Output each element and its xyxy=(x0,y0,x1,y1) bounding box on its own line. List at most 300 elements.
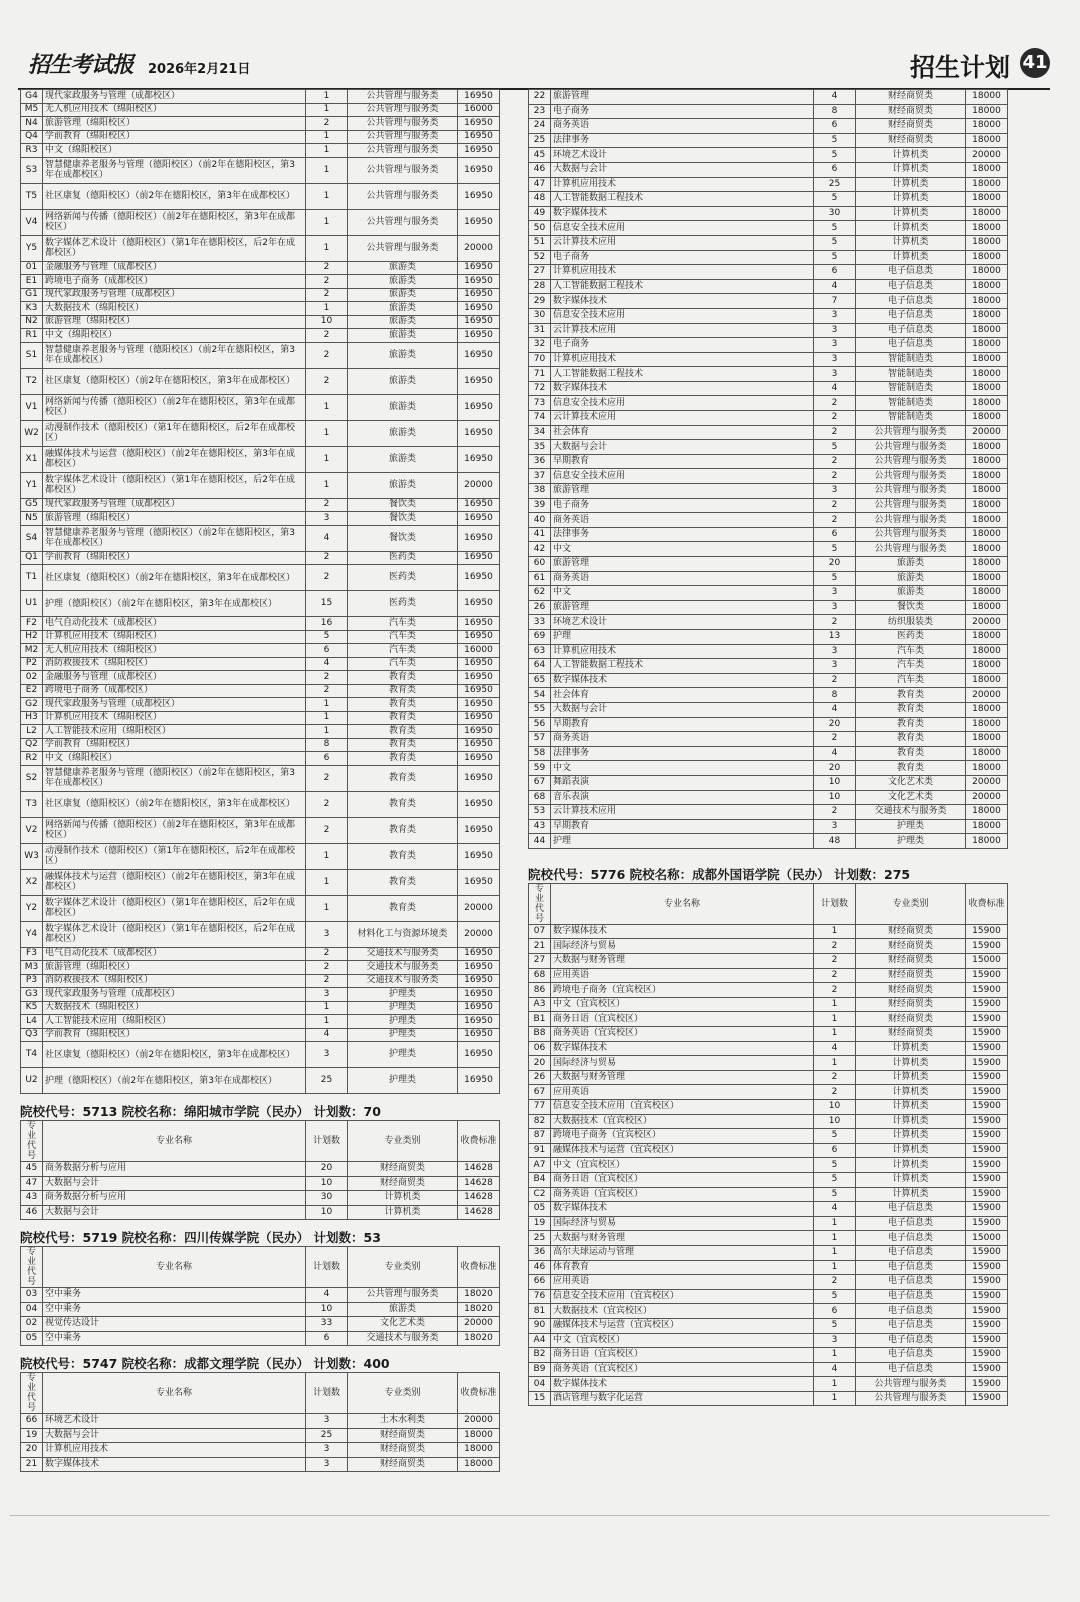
major-category: 电子信息类 xyxy=(856,1362,966,1377)
major-category: 智能制造类 xyxy=(856,367,966,382)
major-code: 57 xyxy=(529,732,551,747)
major-name: 社会体育 xyxy=(551,425,814,440)
tuition-fee: 14628 xyxy=(458,1176,500,1191)
tuition-fee: 16950 xyxy=(458,209,500,235)
major-category: 旅游类 xyxy=(348,420,458,446)
major-code: U2 xyxy=(21,1068,43,1094)
major-name: 社区康复（德阳校区）（前2年在德阳校区，第3年在成都校区） xyxy=(43,183,306,209)
major-name: 数字媒体技术 xyxy=(551,294,814,309)
major-code: 30 xyxy=(529,308,551,323)
plan-count: 2 xyxy=(306,288,348,302)
table-row xyxy=(21,103,500,117)
plan-count: 5 xyxy=(814,133,856,148)
plan-count: 4 xyxy=(814,746,856,761)
major-code: 56 xyxy=(529,717,551,732)
major-code: 27 xyxy=(529,265,551,280)
plan-count: 1 xyxy=(814,1245,856,1260)
enrollment-table xyxy=(20,1120,500,1220)
table-row xyxy=(529,557,1008,572)
plan-count: 1 xyxy=(306,1001,348,1015)
tuition-fee: 16950 xyxy=(458,765,500,791)
plan-count: 1 xyxy=(306,394,348,420)
major-code: N2 xyxy=(21,315,43,329)
table-row xyxy=(529,805,1008,820)
major-code: 15 xyxy=(529,1391,551,1406)
major-name: 消防救援技术（绵阳校区） xyxy=(43,974,306,988)
major-name: 中文（绵阳校区） xyxy=(43,144,306,158)
major-code: 71 xyxy=(529,367,551,382)
major-name: 商务英语 xyxy=(551,513,814,528)
plan-count: 1 xyxy=(306,144,348,158)
major-name: 商务数据分析与应用 xyxy=(43,1162,306,1177)
major-name: 信息安全技术应用 xyxy=(551,221,814,236)
tuition-fee: 18000 xyxy=(966,702,1008,717)
major-code: 02 xyxy=(21,1317,43,1332)
table-row xyxy=(529,338,1008,353)
major-code: 01 xyxy=(21,261,43,275)
major-category: 交通技术与服务类 xyxy=(348,961,458,975)
table-row xyxy=(21,368,500,394)
major-name: 金融服务与管理（成都校区） xyxy=(43,671,306,685)
plan-count: 6 xyxy=(814,119,856,134)
major-category: 旅游类 xyxy=(348,368,458,394)
plan-count: 1 xyxy=(306,209,348,235)
plan-count: 7 xyxy=(814,294,856,309)
plan-count: 1 xyxy=(306,90,348,104)
plan-count: 20 xyxy=(814,717,856,732)
major-category: 旅游类 xyxy=(348,315,458,329)
major-name: 大数据技术（绵阳校区） xyxy=(43,302,306,316)
plan-count: 10 xyxy=(814,790,856,805)
table-row xyxy=(529,834,1008,849)
table-row xyxy=(529,308,1008,323)
plan-count: 1 xyxy=(306,843,348,869)
tuition-fee: 15900 xyxy=(966,1070,1008,1085)
tuition-fee: 20000 xyxy=(966,790,1008,805)
major-code: 28 xyxy=(529,279,551,294)
table-row xyxy=(529,659,1008,674)
tuition-fee: 15900 xyxy=(966,1275,1008,1290)
major-category: 旅游类 xyxy=(856,557,966,572)
tuition-fee: 18000 xyxy=(966,746,1008,761)
major-code: 66 xyxy=(21,1414,43,1429)
plan-count: 5 xyxy=(814,1289,856,1304)
major-code: N5 xyxy=(21,512,43,526)
major-category: 旅游类 xyxy=(348,342,458,368)
tuition-fee: 18000 xyxy=(966,104,1008,119)
major-code: 62 xyxy=(529,586,551,601)
tuition-fee: 16950 xyxy=(458,698,500,712)
plan-count: 5 xyxy=(814,1187,856,1202)
major-code: 39 xyxy=(529,498,551,513)
tuition-fee: 16950 xyxy=(458,671,500,685)
major-code: 22 xyxy=(529,90,551,105)
page-header xyxy=(18,44,1050,90)
major-code: 58 xyxy=(529,746,551,761)
table-row xyxy=(529,279,1008,294)
major-code: 70 xyxy=(529,352,551,367)
plan-count: 2 xyxy=(306,329,348,343)
plan-count: 2 xyxy=(306,791,348,817)
plan-count: 1 xyxy=(306,895,348,921)
major-name: 大数据与会计 xyxy=(43,1205,306,1220)
major-name: 法律事务 xyxy=(551,746,814,761)
plan-count: 3 xyxy=(306,1457,348,1472)
plan-count: 1 xyxy=(306,725,348,739)
plan-count: 6 xyxy=(306,1331,348,1346)
tuition-fee: 18000 xyxy=(966,396,1008,411)
major-category: 电子信息类 xyxy=(856,1318,966,1333)
plan-count: 1 xyxy=(306,472,348,498)
major-code: Y5 xyxy=(21,235,43,261)
plan-count: 2 xyxy=(814,513,856,528)
major-code: B4 xyxy=(529,1172,551,1187)
table-row xyxy=(529,954,1008,969)
tuition-fee: 18000 xyxy=(966,440,1008,455)
issue-date: 2026年2月21日 xyxy=(148,62,251,77)
major-category: 教育类 xyxy=(348,817,458,843)
major-category: 文化艺术类 xyxy=(856,775,966,790)
institution-header: 院校代号：5776 院校名称：成都外国语学院（民办） 计划数：275 xyxy=(528,866,911,882)
major-code: P3 xyxy=(21,974,43,988)
table-row xyxy=(21,90,500,104)
major-category: 公共管理与服务类 xyxy=(856,484,966,499)
major-code: R1 xyxy=(21,329,43,343)
tuition-fee: 18000 xyxy=(966,411,1008,426)
plan-count: 48 xyxy=(814,834,856,849)
major-name: 计算机应用技术 xyxy=(551,265,814,280)
tuition-fee: 16950 xyxy=(458,302,500,316)
tuition-fee: 15900 xyxy=(966,1216,1008,1231)
table-row xyxy=(529,600,1008,615)
tuition-fee: 18000 xyxy=(966,717,1008,732)
major-category: 电子信息类 xyxy=(856,1231,966,1246)
tuition-fee: 18000 xyxy=(966,294,1008,309)
major-code: K3 xyxy=(21,302,43,316)
plan-count: 25 xyxy=(306,1428,348,1443)
column-header-count: 计划数 xyxy=(306,1121,348,1162)
major-code: 31 xyxy=(529,323,551,338)
plan-count: 2 xyxy=(814,469,856,484)
table-row xyxy=(529,221,1008,236)
plan-count: 2 xyxy=(814,805,856,820)
plan-count: 8 xyxy=(814,104,856,119)
major-category: 教育类 xyxy=(348,738,458,752)
tuition-fee: 16950 xyxy=(458,591,500,617)
major-name: 中文 xyxy=(551,542,814,557)
major-name: 大数据技术（宜宾校区） xyxy=(551,1304,814,1319)
tuition-fee: 16950 xyxy=(458,988,500,1002)
major-name: 法律事务 xyxy=(551,133,814,148)
major-code: 86 xyxy=(529,983,551,998)
table-row xyxy=(21,738,500,752)
tuition-fee: 16950 xyxy=(458,368,500,394)
table-row xyxy=(21,342,500,368)
major-code: 23 xyxy=(529,104,551,119)
major-code: T4 xyxy=(21,1042,43,1068)
major-code: 74 xyxy=(529,411,551,426)
major-category: 电子信息类 xyxy=(856,308,966,323)
plan-count: 1 xyxy=(814,924,856,939)
table-row xyxy=(21,1331,500,1346)
major-name: 动漫制作技术（德阳校区）（第1年在德阳校区，后2年在成都校区） xyxy=(43,843,306,869)
major-code: 67 xyxy=(529,1085,551,1100)
table-row xyxy=(21,183,500,209)
tuition-fee: 16950 xyxy=(458,144,500,158)
major-code: 06 xyxy=(529,1041,551,1056)
table-row xyxy=(21,446,500,472)
major-code: M3 xyxy=(21,961,43,975)
major-code: G2 xyxy=(21,698,43,712)
major-category: 护理类 xyxy=(856,834,966,849)
major-category: 电子信息类 xyxy=(856,1216,966,1231)
plan-count: 6 xyxy=(814,162,856,177)
major-name: 应用英语 xyxy=(551,968,814,983)
major-name: 大数据与会计 xyxy=(43,1176,306,1191)
major-name: 法律事务 xyxy=(551,527,814,542)
major-name: 数字媒体技术 xyxy=(551,924,814,939)
plan-count: 2 xyxy=(306,275,348,289)
plan-count: 5 xyxy=(814,148,856,163)
major-category: 餐饮类 xyxy=(856,600,966,615)
major-category: 财经商贸类 xyxy=(856,1027,966,1042)
table-row xyxy=(21,315,500,329)
table-row xyxy=(21,512,500,526)
major-category: 电子信息类 xyxy=(856,1275,966,1290)
tuition-fee: 15900 xyxy=(966,1391,1008,1406)
major-code: 51 xyxy=(529,235,551,250)
plan-count: 1 xyxy=(306,103,348,117)
major-category: 公共管理与服务类 xyxy=(348,1288,458,1303)
table-row xyxy=(21,130,500,144)
table-row xyxy=(529,162,1008,177)
plan-count: 10 xyxy=(306,1302,348,1317)
major-name: 旅游管理 xyxy=(551,600,814,615)
major-name: 社区康复（德阳校区）（前2年在德阳校区，第3年在成都校区） xyxy=(43,791,306,817)
table-row xyxy=(21,1028,500,1042)
major-name: 人工智能数据工程技术 xyxy=(551,659,814,674)
plan-count: 5 xyxy=(814,1318,856,1333)
tuition-fee: 18000 xyxy=(966,629,1008,644)
major-code: V2 xyxy=(21,817,43,843)
plan-count: 1 xyxy=(306,157,348,183)
plan-count: 6 xyxy=(306,752,348,766)
major-name: 高尔夫球运动与管理 xyxy=(551,1245,814,1260)
major-name: 数字媒体技术 xyxy=(551,673,814,688)
major-category: 旅游类 xyxy=(348,275,458,289)
table-row xyxy=(529,469,1008,484)
plan-count: 3 xyxy=(814,338,856,353)
tuition-fee: 16950 xyxy=(458,183,500,209)
major-name: 网络新闻与传播（德阳校区）（前2年在德阳校区，第3年在成都校区） xyxy=(43,817,306,843)
plan-count: 20 xyxy=(814,761,856,776)
table-row xyxy=(529,968,1008,983)
plan-count: 1 xyxy=(306,420,348,446)
tuition-fee: 16950 xyxy=(458,617,500,631)
tuition-fee: 15900 xyxy=(966,1012,1008,1027)
column-header-count: 计划数 xyxy=(306,1247,348,1288)
major-category: 公共管理与服务类 xyxy=(856,513,966,528)
tuition-fee: 15900 xyxy=(966,1114,1008,1129)
tuition-fee: 18000 xyxy=(966,265,1008,280)
tuition-fee: 15900 xyxy=(966,1202,1008,1217)
plan-count: 1 xyxy=(814,1391,856,1406)
major-category: 旅游类 xyxy=(348,446,458,472)
major-name: 社会体育 xyxy=(551,688,814,703)
major-code: 27 xyxy=(529,954,551,969)
table-row xyxy=(529,761,1008,776)
plan-count: 6 xyxy=(814,1143,856,1158)
table-row xyxy=(21,157,500,183)
major-code: V1 xyxy=(21,394,43,420)
major-category: 计算机类 xyxy=(856,221,966,236)
column-header-code: 专业代号 xyxy=(21,1373,43,1414)
major-code: S3 xyxy=(21,157,43,183)
major-code: 50 xyxy=(529,221,551,236)
institution-header: 院校代号：5747 院校名称：成都文理学院（民办） 计划数：400 xyxy=(20,1356,390,1371)
major-category: 计算机类 xyxy=(348,1205,458,1220)
table-row xyxy=(21,420,500,446)
tuition-fee: 18000 xyxy=(966,162,1008,177)
major-name: 数字媒体技术 xyxy=(551,1202,814,1217)
major-code: 07 xyxy=(529,924,551,939)
major-code: N4 xyxy=(21,117,43,131)
major-code: 47 xyxy=(529,177,551,192)
tuition-fee: 16950 xyxy=(458,130,500,144)
major-code: 66 xyxy=(529,1275,551,1290)
table-row xyxy=(529,192,1008,207)
major-category: 计算机类 xyxy=(856,1158,966,1173)
table-row xyxy=(529,629,1008,644)
tuition-fee: 15900 xyxy=(966,1362,1008,1377)
major-name: 大数据与会计 xyxy=(551,440,814,455)
tuition-fee: 18000 xyxy=(966,221,1008,236)
plan-count: 2 xyxy=(306,684,348,698)
tuition-fee: 18000 xyxy=(966,279,1008,294)
plan-count: 1 xyxy=(306,235,348,261)
table-row xyxy=(21,209,500,235)
plan-count: 3 xyxy=(814,659,856,674)
tuition-fee: 18000 xyxy=(966,484,1008,499)
major-category: 财经商贸类 xyxy=(348,1176,458,1191)
major-name: 学前教育（绵阳校区） xyxy=(43,130,306,144)
major-name: 商务英语 xyxy=(551,119,814,134)
tuition-fee: 16950 xyxy=(458,947,500,961)
major-name: 体育教育 xyxy=(551,1260,814,1275)
major-category: 旅游类 xyxy=(348,261,458,275)
table-row xyxy=(529,644,1008,659)
major-code: T1 xyxy=(21,565,43,591)
plan-count: 3 xyxy=(814,586,856,601)
tuition-fee: 20000 xyxy=(458,895,500,921)
major-code: B8 xyxy=(529,1027,551,1042)
tuition-fee: 14628 xyxy=(458,1205,500,1220)
tuition-fee: 20000 xyxy=(966,688,1008,703)
table-row xyxy=(529,615,1008,630)
plan-count: 2 xyxy=(814,425,856,440)
major-category: 旅游类 xyxy=(856,571,966,586)
major-code: L2 xyxy=(21,725,43,739)
left-column xyxy=(20,89,500,1472)
enrollment-table xyxy=(20,89,500,1094)
major-name: 人工智能技术应用（绵阳校区） xyxy=(43,725,306,739)
major-name: 数字媒体艺术设计（德阳校区）（第1年在德阳校区，后2年在成都校区） xyxy=(43,472,306,498)
major-code: 21 xyxy=(21,1457,43,1472)
tuition-fee: 16950 xyxy=(458,90,500,104)
tuition-fee: 20000 xyxy=(458,235,500,261)
tuition-fee: 18000 xyxy=(966,90,1008,105)
plan-count: 6 xyxy=(814,1304,856,1319)
tuition-fee: 20000 xyxy=(966,775,1008,790)
table-row xyxy=(529,819,1008,834)
table-row xyxy=(529,454,1008,469)
major-name: 商务英语（宜宾校区） xyxy=(551,1187,814,1202)
table-row xyxy=(529,527,1008,542)
major-code: 20 xyxy=(529,1056,551,1071)
major-name: 大数据与财务管理 xyxy=(551,954,814,969)
tuition-fee: 15900 xyxy=(966,1143,1008,1158)
table-row xyxy=(529,1216,1008,1231)
major-name: 中文（宜宾校区） xyxy=(551,1158,814,1173)
table-row xyxy=(21,1302,500,1317)
major-code: 04 xyxy=(21,1302,43,1317)
table-row xyxy=(529,148,1008,163)
plan-count: 1 xyxy=(306,302,348,316)
table-row xyxy=(21,752,500,766)
plan-count: 2 xyxy=(306,551,348,565)
tuition-fee: 14628 xyxy=(458,1162,500,1177)
table-row xyxy=(21,1162,500,1177)
major-code: 37 xyxy=(529,469,551,484)
plan-count: 4 xyxy=(814,1362,856,1377)
table-row xyxy=(529,1129,1008,1144)
major-category: 餐饮类 xyxy=(348,498,458,512)
table-row xyxy=(21,498,500,512)
plan-count: 4 xyxy=(814,381,856,396)
table-row xyxy=(529,1041,1008,1056)
major-category: 汽车类 xyxy=(348,644,458,658)
plan-count: 1 xyxy=(306,130,348,144)
table-row xyxy=(529,1056,1008,1071)
table-row xyxy=(529,381,1008,396)
plan-count: 3 xyxy=(306,921,348,947)
major-name: 云计算技术应用 xyxy=(551,235,814,250)
plan-count: 3 xyxy=(814,819,856,834)
table-row xyxy=(21,869,500,895)
table-row xyxy=(21,974,500,988)
major-code: 36 xyxy=(529,1245,551,1260)
major-name: 商务日语（宜宾校区） xyxy=(551,1172,814,1187)
major-category: 公共管理与服务类 xyxy=(348,157,458,183)
tuition-fee: 18000 xyxy=(966,819,1008,834)
column-header-name: 专业名称 xyxy=(43,1247,306,1288)
major-name: 空中乘务 xyxy=(43,1302,306,1317)
major-code: X1 xyxy=(21,446,43,472)
major-code: E1 xyxy=(21,275,43,289)
major-name: 国际经济与贸易 xyxy=(551,939,814,954)
tuition-fee: 18000 xyxy=(966,513,1008,528)
tuition-fee: 18000 xyxy=(966,250,1008,265)
major-category: 计算机类 xyxy=(856,235,966,250)
table-row xyxy=(21,329,500,343)
tuition-fee: 15900 xyxy=(966,1056,1008,1071)
major-name: 应用英语 xyxy=(551,1275,814,1290)
plan-count: 3 xyxy=(814,323,856,338)
major-category: 计算机类 xyxy=(856,206,966,221)
plan-count: 5 xyxy=(814,221,856,236)
major-name: 融媒体技术与运营（德阳校区）（前2年在德阳校区，第3年在成都校区） xyxy=(43,869,306,895)
tuition-fee: 15900 xyxy=(966,1187,1008,1202)
